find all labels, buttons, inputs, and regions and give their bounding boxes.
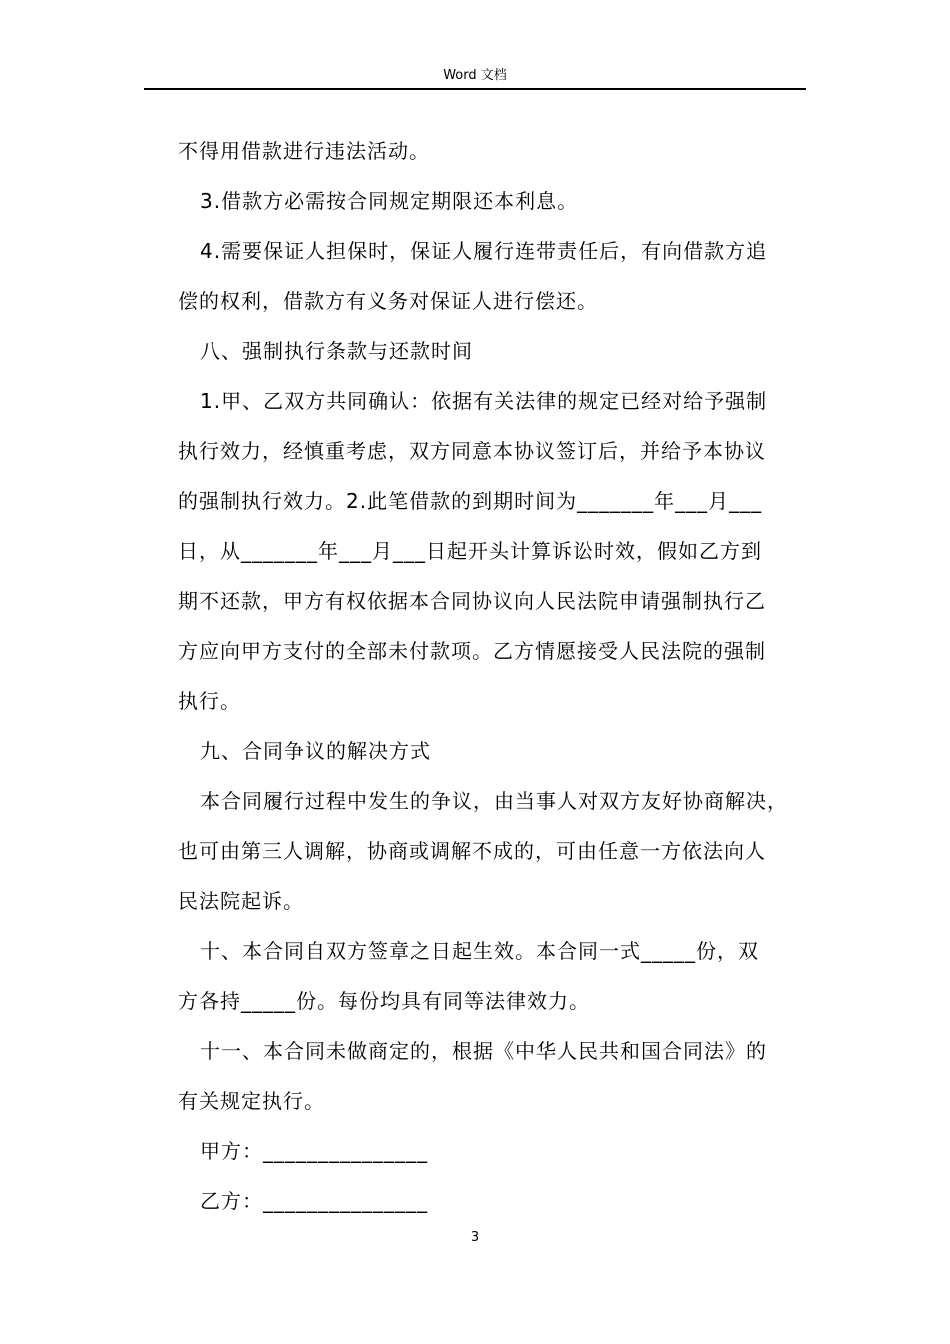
text-line: 的强制执行效力。2.此笔借款的到期时间为_______年___月___ (178, 489, 763, 513)
text-line: 也可由第三人调解，协商或调解不成的，可由任意一方依法向人 (178, 839, 766, 863)
text-line: 期不还款，甲方有权依据本合同协议向人民法院申请强制执行乙 (178, 589, 766, 613)
section-heading: 八、强制执行条款与还款时间 (200, 339, 473, 363)
text-line: 4.需要保证人担保时，保证人履行连带责任后，有向借款方追 (200, 239, 768, 263)
page-header (144, 66, 806, 90)
signature-line-party-b: 乙方：_______________ (200, 1189, 428, 1213)
text-line: 执行。 (178, 689, 241, 713)
text-line: 日，从_______年___月___日起开头计算诉讼时效，假如乙方到 (178, 539, 762, 563)
section-heading: 九、合同争议的解决方式 (200, 739, 431, 763)
text-line: 十一、本合同未做商定的，根据《中华人民共和国合同法》的 (200, 1039, 767, 1063)
text-line: 民法院起诉。 (178, 889, 304, 913)
signature-line-party-a: 甲方：_______________ (200, 1139, 428, 1163)
text-line: 3.借款方必需按合同规定期限还本利息。 (200, 189, 579, 213)
document-body (178, 126, 818, 1226)
page-number: 3 (470, 1230, 480, 1245)
text-line: 十、本合同自双方签章之日起生效。本合同一式_____份，双 (200, 939, 759, 963)
text-line: 不得用借款进行违法活动。 (178, 139, 430, 163)
text-line: 方各持_____份。每份均具有同等法律效力。 (178, 989, 590, 1013)
text-line: 1.甲、乙双方共同确认：依据有关法律的规定已经对给予强制 (200, 389, 768, 413)
text-line: 有关规定执行。 (178, 1089, 325, 1113)
text-line: 本合同履行过程中发生的争议，由当事人对双方友好协商解决， (200, 789, 788, 813)
text-line: 执行效力，经慎重考虑，双方同意本协议签订后，并给予本协议 (178, 439, 766, 463)
text-line: 方应向甲方支付的全部未付款项。乙方情愿接受人民法院的强制 (178, 639, 766, 663)
header-title: Word 文档 (443, 68, 507, 83)
text-line: 偿的权利，借款方有义务对保证人进行偿还。 (178, 289, 598, 313)
